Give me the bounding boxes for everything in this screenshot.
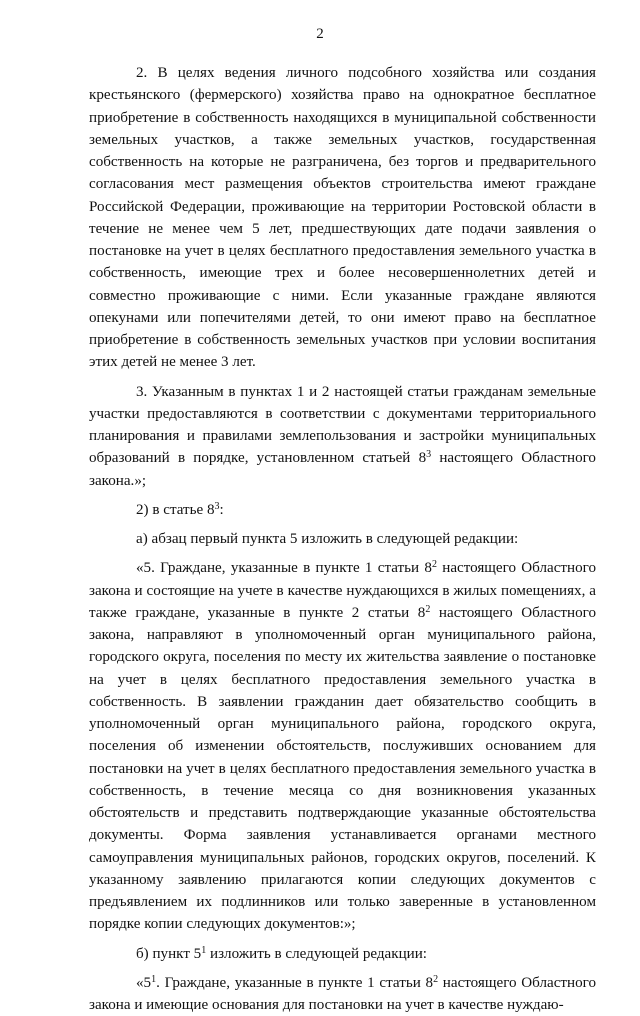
paragraph-text: а) абзац первый пункта 5 изложить в следующей редакции: [136, 531, 519, 547]
paragraph-text: 3. Указанным в пунктах 1 и 2 настоящей статьи гражданам земельные участки предоставляются в соответствии с документами территориального планирования и правилами землепользования и застройки муниципальных образований в порядке, установленном статьей 8 [89, 383, 596, 467]
paragraph-text: настоящего Областного закона, направляют в уполномоченный орган муниципального района, городского округа, поселения по месту их жительства заявление о постановке на учет в целях бесплатного предоставления земельного участка в собственность. В заявлении гражданин дает обязательство сообщить в уполномоченный орган муниципального района, городского округа, поселения об изменении обстоятельств, послуживших основанием для постановки на учет в целях бесплатного предоставления земельного участка в собственность, в течение месяца со дня возникновения указанных обстоятельств и представить подтверждающие указанные обстоятельства документы. Форма заявления устанавливается органами местного самоуправления муниципальных районов, городских округов, поселений. К указанному заявлению прилагаются копии следующих документов с предъявлением их подлинников или только заверенные в установленном порядке копии следующих документов:»; [89, 604, 596, 933]
superscript-index: 2 [433, 973, 439, 985]
paragraph-quoted-item-5-1 [89, 972, 596, 1016]
superscript-index: 3 [214, 500, 220, 512]
paragraph-text: б) пункт 5 [136, 945, 202, 962]
page-number: 2 [316, 26, 324, 42]
paragraph-text: 2. В целях ведения личного подсобного хозяйства или создания крестьянского (фермерского) хозяйства право на однократное бесплатное приобретение в собственность находящихся в муниципальной собственности земельных участков, а также земельных участков, государственная собственность на которые не разграничена, без торгов и предварительного согласования мест размещения объектов строительства имеют граждане Российской Федерации, проживающие на территории Ростовской области в течение не менее чем 5 лет, предшествующих дате подачи заявления о постановке на учет в целях бесплатного предоставления земельного участка в собственность, имеющие трех и более несовершеннолетних детей и совместно проживающие с ними. Если указанные граждане являются опекунами или попечителями детей, то они имеют право на бесплатное приобретение в собственность земельных участков при условии воспитания этих детей не менее 3 лет. [89, 65, 596, 371]
paragraph-text: «5 [136, 974, 152, 991]
superscript-index: 1 [201, 944, 207, 956]
superscript-index: 1 [151, 973, 157, 985]
paragraph-text: настоящего Областного закона и состоящие на учете в качестве нуждающихся в жилых помещениях, а также граждане, указанные в пункте 2 статьи 8 [89, 560, 596, 621]
paragraph-subitem-b [89, 943, 596, 965]
paragraph-text: настоящего Областного закона и имеющие основания для постановки на учет в качестве нуждаю- [89, 974, 596, 1013]
paragraph-subitem-a [89, 528, 596, 550]
paragraph-text: изложить в следующей редакции: [206, 945, 428, 962]
paragraph-text: «5. Граждане, указанные в пункте 1 статьи 8 [136, 560, 432, 577]
paragraph-item-3 [89, 381, 596, 492]
paragraph-item-2 [89, 62, 596, 374]
paragraph-article-8-3 [89, 499, 596, 521]
document-body [89, 62, 596, 1016]
paragraph-text: 2) в статье 8 [136, 501, 215, 518]
superscript-index: 2 [425, 603, 431, 615]
paragraph-text: настоящего Областного закона.»; [89, 450, 596, 489]
paragraph-text: . Граждане, указанные в пункте 1 статьи 8 [156, 974, 434, 991]
paragraph-text: : [219, 501, 224, 518]
superscript-index: 3 [426, 449, 432, 461]
superscript-index: 2 [431, 559, 437, 571]
paragraph-quoted-item-5 [89, 557, 596, 935]
